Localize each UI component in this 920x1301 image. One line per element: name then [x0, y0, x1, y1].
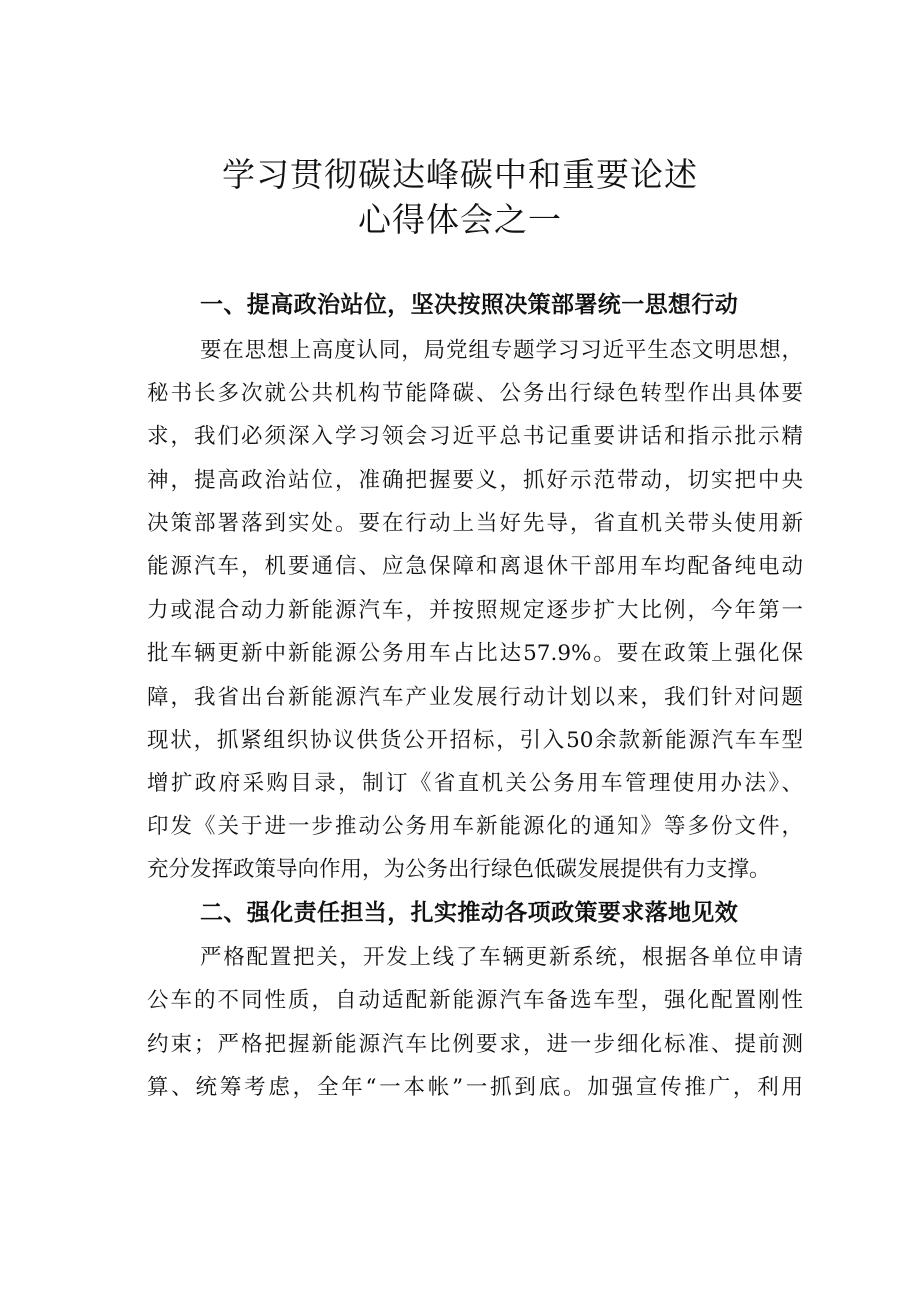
section-1-paragraph-line: 秘书长多次就公共机构节能降碳、公务出行绿色转型作出具体要: [147, 381, 803, 406]
section-1-paragraph-line: 印发《关于进一步推动公务用车新能源化的通知》等多份文件，: [147, 814, 803, 839]
section-1-paragraph-line: 现状，抓紧组织协议供货公开招标，引入50余款新能源汽车车型: [147, 728, 803, 753]
section-1-paragraph-line: 批车辆更新中新能源公务用车占比达57.9%。要在政策上强化保: [147, 641, 803, 666]
section-1-paragraph-line: 要在思想上高度认同，局党组专题学习习近平生态文明思想，: [200, 338, 803, 363]
section-1-heading: 一、提高政治站位，坚决按照决策部署统一思想行动: [200, 292, 739, 318]
section-1-paragraph-line: 能源汽车，机要通信、应急保障和离退休干部用车均配备纯电动: [147, 554, 803, 579]
section-2-heading: 二、强化责任担当，扎实推动各项政策要求落地见效: [200, 900, 739, 926]
section-2-paragraph-line: 公车的不同性质，自动适配新能源汽车备选车型，强化配置刚性: [147, 988, 803, 1013]
section-1-paragraph-line: 障，我省出台新能源汽车产业发展行动计划以来，我们针对问题: [147, 685, 803, 710]
section-2-paragraph-line: 约束；严格把握新能源汽车比例要求，进一步细化标准、提前测: [147, 1032, 803, 1057]
section-1-paragraph-line: 决策部署落到实处。要在行动上当好先导，省直机关带头使用新: [147, 511, 803, 536]
section-1-paragraph-line: 增扩政府采购目录，制订《省直机关公务用车管理使用办法》、: [147, 771, 803, 796]
document-title-line-1: 学习贯彻碳达峰碳中和重要论述: [222, 155, 698, 194]
section-1-paragraph-line: 力或混合动力新能源汽车，并按照规定逐步扩大比例，今年第一: [147, 598, 803, 623]
document-title-line-2: 心得体会之一: [358, 200, 562, 239]
section-2-paragraph-line: 算、统筹考虑，全年“一本帐”一抓到底。加强宣传推广，利用: [147, 1075, 803, 1100]
section-2-paragraph-line: 严格配置把关，开发上线了车辆更新系统，根据各单位申请: [200, 945, 803, 970]
section-1-paragraph-line: 神，提高政治站位，准确把握要义，抓好示范带动，切实把中央: [147, 468, 803, 493]
section-1-paragraph-line: 充分发挥政策导向作用，为公务出行绿色低碳发展提供有力支撑。: [147, 857, 771, 882]
section-1-paragraph-line: 求，我们必须深入学习领会习近平总书记重要讲话和指示批示精: [147, 424, 803, 449]
